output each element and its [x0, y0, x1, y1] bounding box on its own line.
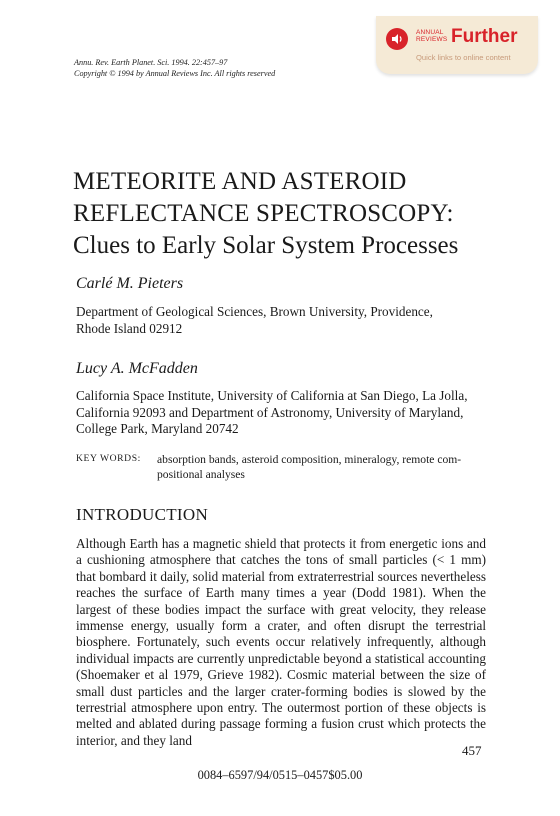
further-subtitle: Quick links to online content	[416, 53, 511, 62]
citation-line-1: Annu. Rev. Earth Planet. Sci. 1994. 22:457–97	[74, 58, 228, 67]
speaker-icon	[386, 28, 408, 50]
article-code: 0084–6597/94/0515–0457$05.00	[197, 768, 363, 782]
title-line-1: METEORITE AND ASTEROID	[73, 168, 407, 195]
body-paragraph: Although Earth has a magnetic shield that protects it from energetic ions and a cushioning atmosphere that catches the tons of small particles (< 1 mm) that bombard it daily, solid material from extraterrestrial sources nevertheless reaches the surface of Earth many times a year (Dodd 1981). When the largest of these bodies impact the surface with great velocity, they release immense energy, usually form a crater, and often disrupt the terrestrial biosphere. Fortunately, such events occur relatively infrequently, although individual impacts are currently unpredictable beyond a statistical accounting (Shoemaker et al 1979, Grieve 1982). Cosmic material between the size of small dust particles and the larger crater-forming bodies is slowed by the terrestrial atmosphere upon entry. The outermost portion of these objects is melted and ablated during passage forming a fusion crust which protects the interior, and they land	[76, 536, 486, 748]
further-badge[interactable]	[376, 16, 538, 74]
keywords-text: absorption bands, asteroid composition, mineralogy, remote com- positional analyses	[157, 453, 462, 481]
annual-reviews-label: ANNUAL REVIEWS	[416, 29, 448, 43]
article-title	[73, 166, 458, 262]
page-number: 457	[462, 743, 482, 758]
journal-citation	[74, 57, 275, 79]
keywords-label: KEY WORDS:	[76, 453, 141, 464]
author-name: Lucy A. McFadden	[76, 360, 198, 377]
author-affiliation: Department of Geological Sciences, Brown University, Providence, Rhode Island 02912	[76, 304, 433, 336]
author-name: Carlé M. Pieters	[76, 275, 184, 292]
citation-line-2: Copyright © 1994 by Annual Reviews Inc. All rights reserved	[74, 69, 276, 78]
further-brand: Further	[451, 26, 518, 47]
title-line-3: Clues to Early Solar System Processes	[73, 232, 459, 259]
section-heading: INTRODUCTION	[76, 505, 209, 524]
title-line-2: REFLECTANCE SPECTROSCOPY:	[73, 200, 454, 227]
author-affiliation: California Space Institute, University of California at San Diego, La Jolla, California 92093 and Department of Astronomy, University of Maryland, College Park, Maryland 20742	[76, 388, 468, 436]
